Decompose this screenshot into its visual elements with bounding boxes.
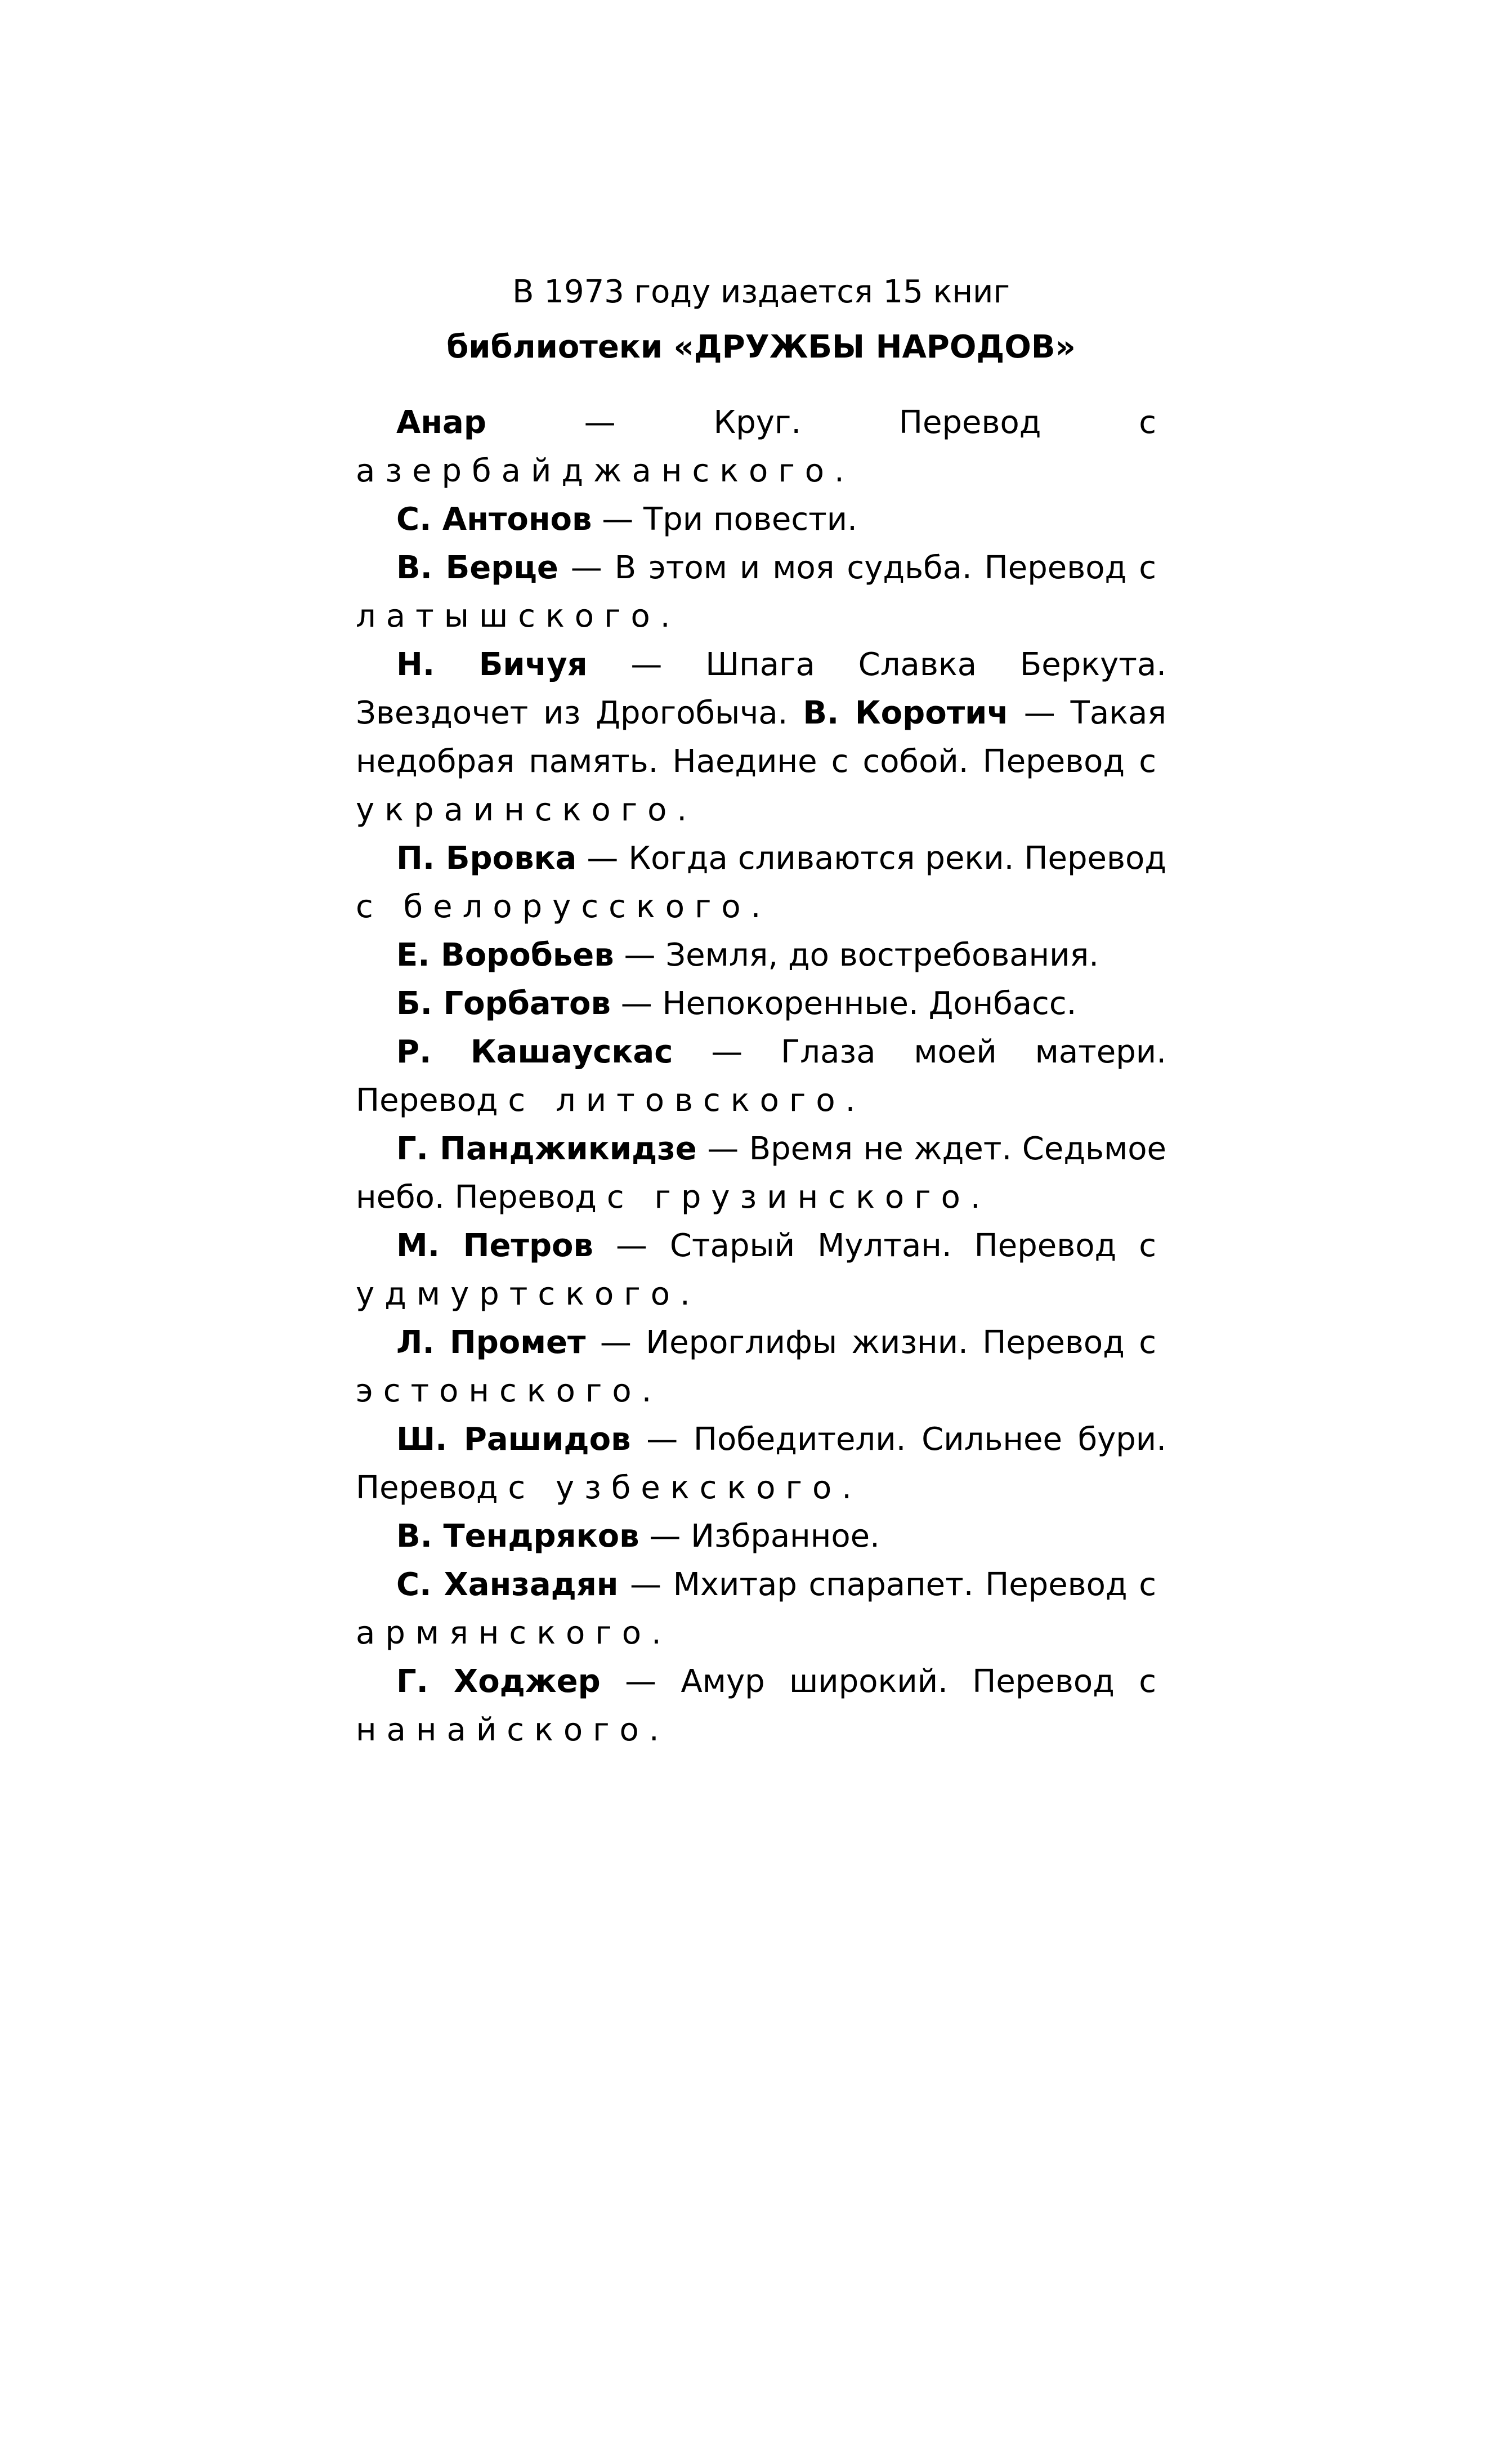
translation-language: с азербайджанского. [356,404,1166,489]
works-text: — Непокоренные. Донбасс. [610,985,1077,1022]
translation-language: с грузинского. [606,1179,991,1216]
author-name: Г. Ходжер [396,1663,601,1700]
translation-language: с украинского. [356,743,1166,828]
works-text: — Когда сливаются реки. Перевод [576,840,1166,877]
author-name: Ш. Рашидов [396,1421,631,1458]
translation-language: с эстонского. [356,1324,1166,1409]
translation-language: с армянского. [356,1566,1166,1651]
list-item [356,1319,1166,1415]
list-item [356,931,1166,980]
list-item [356,1125,1166,1222]
works-text: — Круг. Перевод [486,404,1139,441]
author-name: Г. Панджикидзе [396,1131,697,1167]
author-name: В. Тендряков [396,1518,639,1555]
heading-line-1: В 1973 году издается 15 книг [512,274,1010,310]
works-text: — Такая недобрая память. Наедине с собой. Перевод [356,695,1166,780]
author-name: П. Бровка [396,840,577,877]
translation-language: с литовского. [508,1082,866,1119]
author-name: С. Антонов [396,501,592,538]
translation-language: с латышского. [356,550,1166,635]
book-list-page [356,265,1166,1754]
author-name: Л. Промет [396,1324,586,1361]
list-item [356,495,1166,544]
works-text: — Мхитар спарапет. Перевод [618,1566,1139,1603]
works-text: — Избранное. [639,1518,880,1555]
author-name: Анар [396,404,486,441]
list-item [356,1222,1166,1319]
author-name: В. Берце [396,550,558,586]
list-item [356,399,1166,495]
author-name: Е. Воробьев [396,937,614,974]
works-text: — В этом и моя судьба. Перевод [558,550,1139,586]
translation-language: с белорусского. [356,888,771,925]
page-heading [356,265,1166,375]
author-name: Н. Бичуя [396,646,588,683]
list-item [356,1512,1166,1561]
works-text: — Старый Мултан. Перевод [593,1227,1139,1264]
heading-line-2: библиотеки «ДРУЖБЫ НАРОДОВ» [446,329,1076,365]
list-item [356,1415,1166,1512]
list-item [356,641,1166,834]
works-text: — Глаза моей матери. Перевод [356,1034,1166,1119]
list-item [356,1658,1166,1754]
list-item [356,834,1166,931]
translation-language: с узбекского. [508,1470,862,1506]
author-name: М. Петров [396,1227,593,1264]
list-item [356,1561,1166,1658]
works-text: — Время не ждет. Седьмое небо. Перевод [356,1131,1166,1216]
works-text: — Победители. Сильнее бури. Перевод [356,1421,1166,1506]
author-name: Б. Горбатов [396,985,611,1022]
list-item [356,1028,1166,1125]
author-name: В. Коротич [803,695,1009,731]
author-name: Р. Кашаускас [396,1034,673,1070]
translation-language: с удмуртского. [356,1227,1167,1312]
works-text: — Земля, до востребования. [614,937,1099,974]
author-name: С. Ханзадян [396,1566,619,1603]
list-item [356,544,1166,641]
book-entries-list [356,399,1166,1754]
works-text: — Шпага Славка Беркута. Звездочет из Дрогобыча. [356,646,1166,731]
translation-language: с нанайского. [356,1663,1167,1748]
works-text: — Иероглифы жизни. Перевод [585,1324,1139,1361]
works-text: — Три повести. [592,501,857,538]
list-item [356,980,1166,1028]
works-text: — Амур широкий. Перевод [600,1663,1139,1700]
